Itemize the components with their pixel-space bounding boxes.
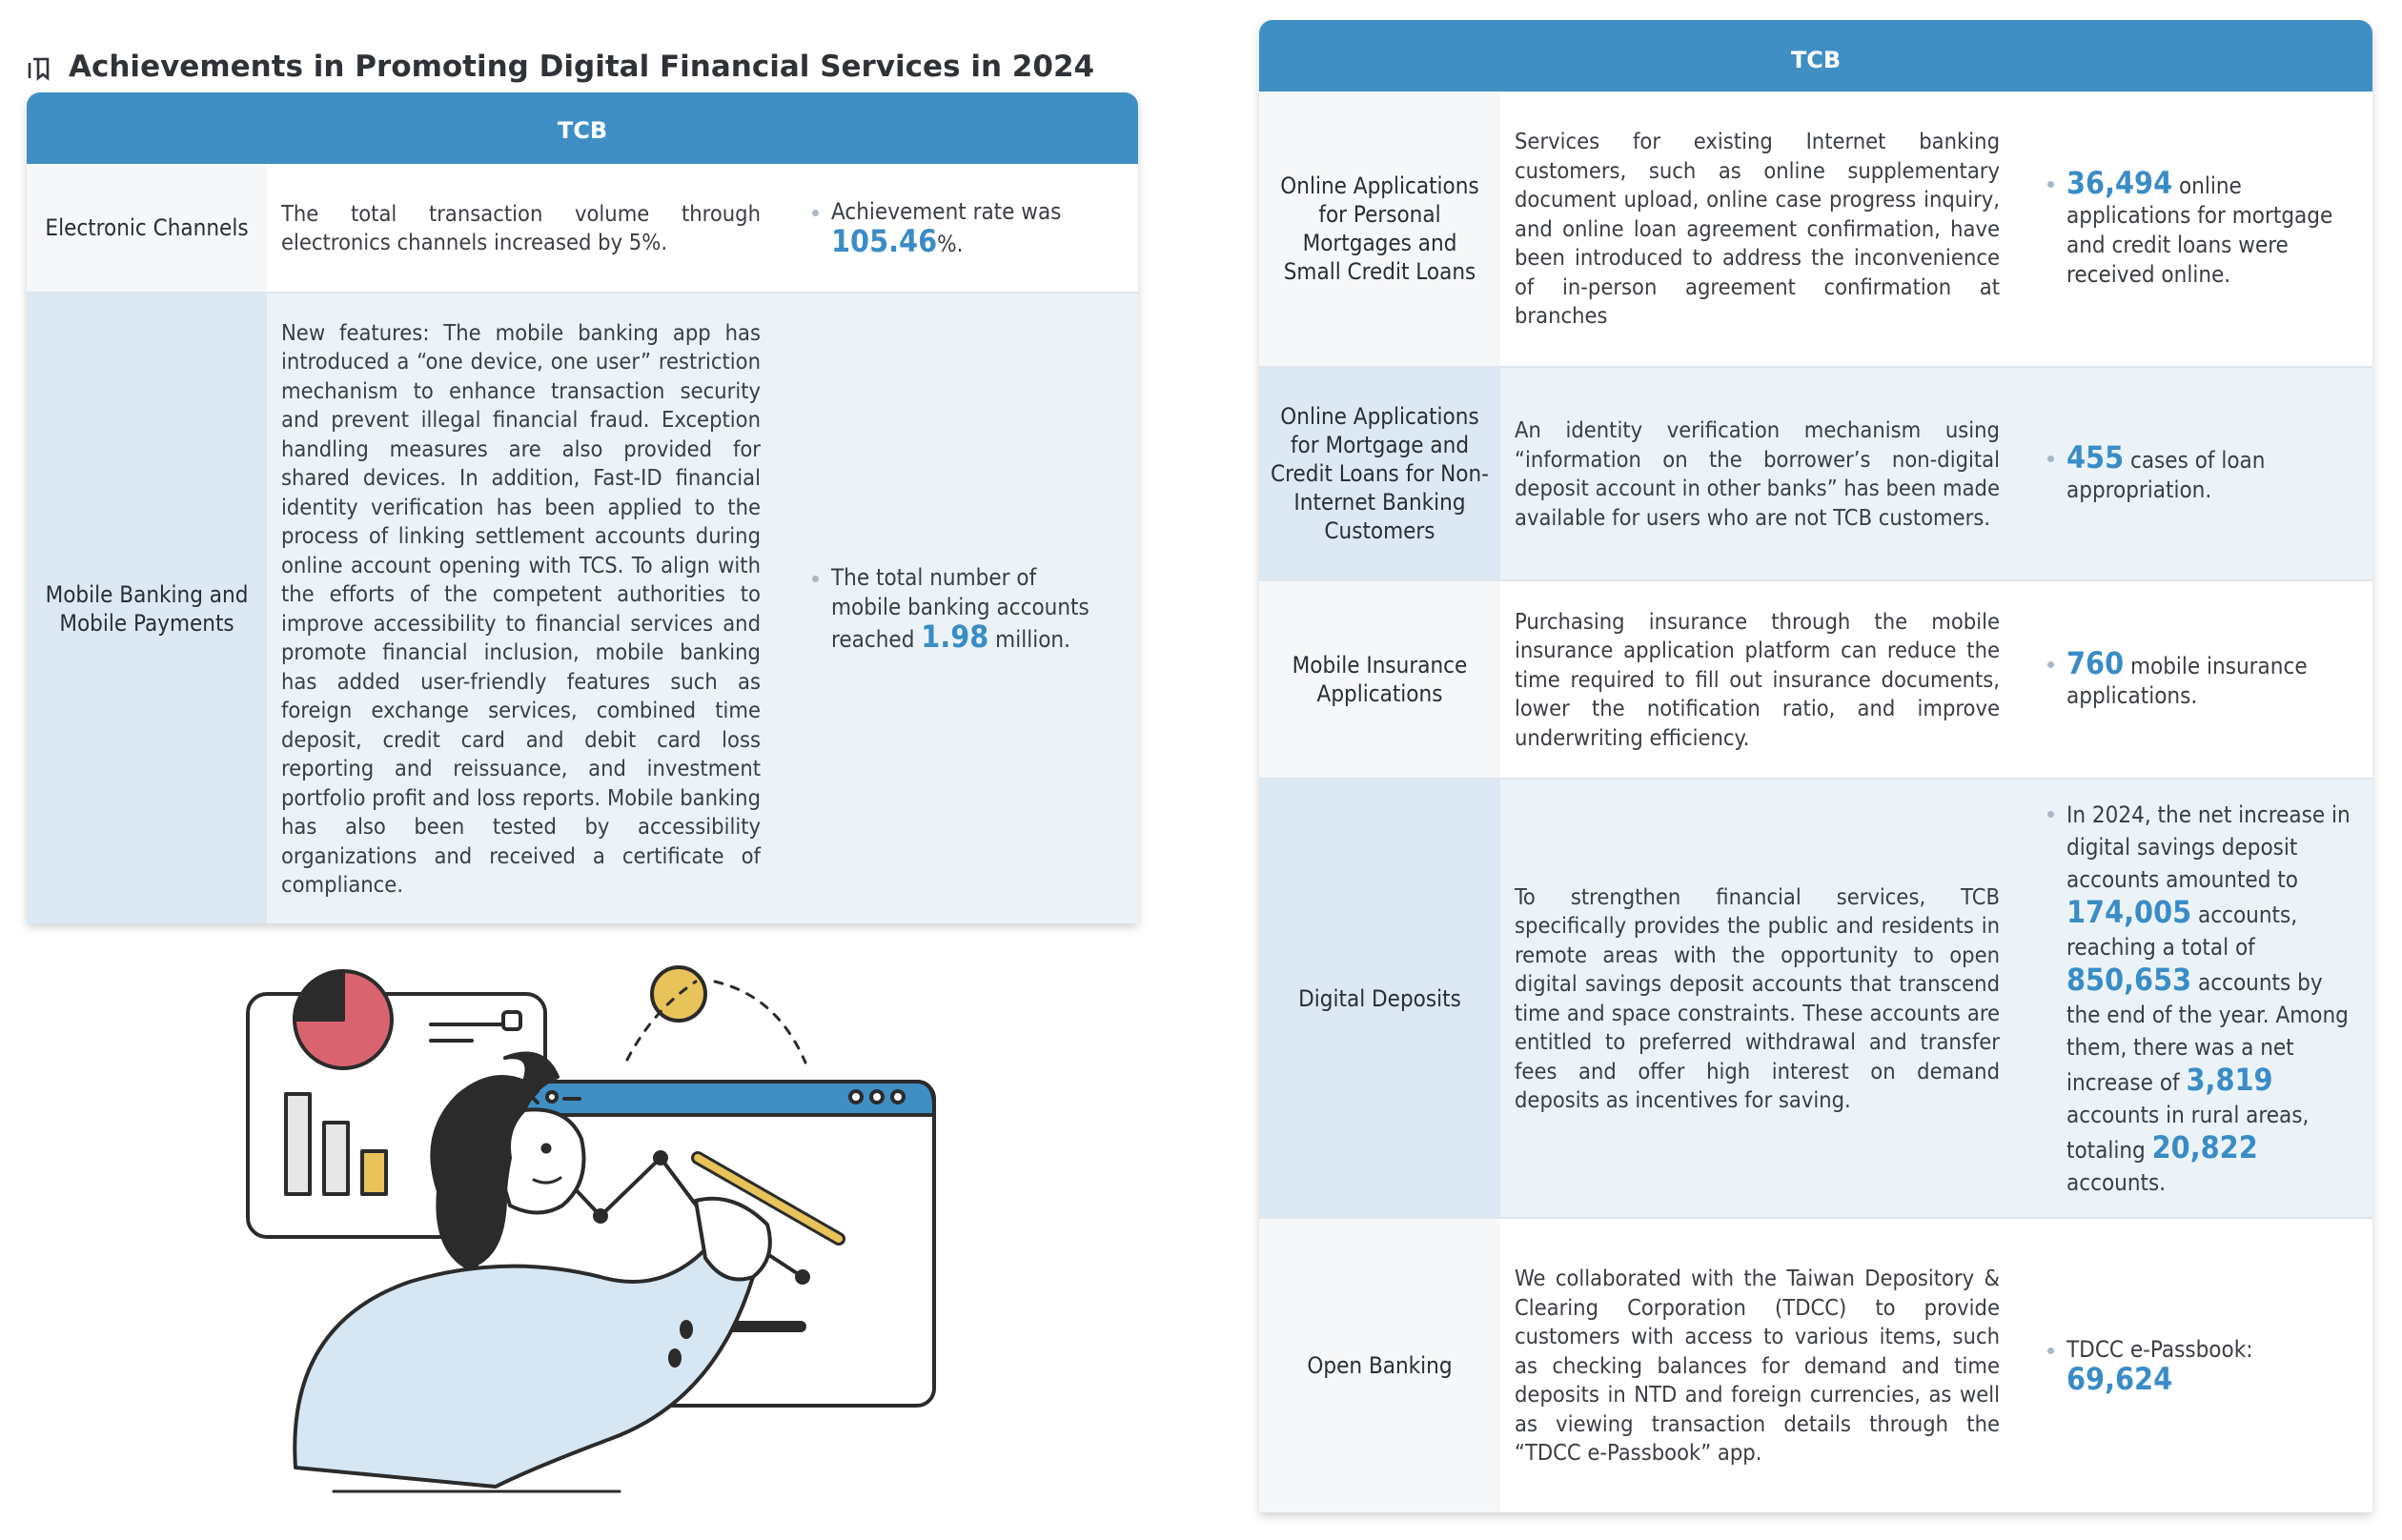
row-description-cell [1500, 1219, 2026, 1512]
row-label-cell [1259, 368, 1500, 579]
ach-text-5: accounts. [2066, 1168, 2167, 1196]
ach-suffix: online applications for mortgage and credit loans were received online. [2066, 172, 2333, 288]
row-achievement [810, 563, 1100, 655]
ach-value: 105.46 [831, 222, 938, 259]
row-description: Purchasing insurance through the mobile insurance application platform can reduce the time required to fill out insurance documents, lower the notification ratio, and improve underwriting efficiency. [1515, 607, 2000, 751]
ach-value-1: 174,005 [2066, 893, 2192, 930]
row-achievement-cell [787, 294, 1138, 923]
ach-prefix: Achievement rate was [831, 197, 1062, 225]
row-achievement-cell [787, 164, 1138, 292]
ach-text-2: accounts, reaching a total of [2066, 901, 2298, 961]
ach-value: 760 [2066, 644, 2125, 681]
row-achievement [2046, 799, 2353, 1199]
row-description-cell [267, 294, 787, 923]
ach-value-2: 850,653 [2066, 961, 2192, 998]
right-header-label: TCB [1790, 47, 1842, 73]
row-achievement-cell [2026, 780, 2372, 1217]
right-achievements-table [1259, 20, 2372, 1512]
ach-value-3: 3,819 [2186, 1061, 2273, 1098]
row-description-cell [1500, 780, 2026, 1217]
ach-value: 36,494 [2066, 164, 2173, 201]
row-achievement-cell [2026, 1219, 2372, 1512]
ach-text-1: In 2024, the net increase in digital savings deposit accounts amounted to [2066, 800, 2351, 893]
row-description-cell [267, 164, 787, 292]
row-description-cell [1500, 581, 2026, 778]
row-description: Services for existing Internet banking customers, such as online supplementary document upload, online case progress inquiry, and online loan agreement confirmation, have been introduced to address the inconvenience of in-person agreement confirmation at branches [1515, 128, 2000, 330]
ach-prefix: TDCC e-Passbook: [2066, 1335, 2253, 1363]
row-description: To strengthen financial services, TCB specifically provides the public and residents in remote areas with the opportunity to open digital savings deposit accounts that transcend time and space constraints. These accounts are entitled to preferred withdrawal and transfer fees and offer high interest on demand deposits as incentives for saving. [1515, 882, 2000, 1113]
left-header-label: TCB [557, 117, 608, 144]
row-label: Open Banking [1307, 1352, 1453, 1379]
table-row [1259, 1217, 2372, 1512]
ach-suffix: mobile insurance applications. [2066, 652, 2308, 709]
ach-value: 455 [2066, 438, 2125, 476]
row-label-cell [1259, 780, 1500, 1217]
ach-value: 1.98 [921, 618, 989, 655]
table-row [27, 164, 1138, 292]
row-label-cell [1259, 1219, 1500, 1512]
row-description: New features: The mobile banking app has introduced a “one device, one user” restriction mechanism to enhance transaction security and prevent illegal financial fraud. Exception handling measures are also provided for shared devices. In addition, Fast-ID financial identity verification has been applied to the process of linking settlement accounts during online account opening with TCS. To align with the efforts of the competent authorities to improve accessibility to financial services and promote financial inclusion, mobile banking has added user-friendly features such as foreign exchange services, combined time deposit, credit card and debit card loss reporting and reissuance, and investment portfolio profit and loss reports. Mobile banking has also been tested by accessibility organizations and received a certificate of compliance. [281, 318, 761, 898]
ach-text-3: accounts by the end of the year. Among them, there was a net increase of [2066, 968, 2349, 1096]
right-table-header [1259, 20, 2372, 91]
table-row [1259, 778, 2372, 1217]
row-achievement-cell [2026, 91, 2372, 366]
row-description: An identity verification mechanism using “information on the borrower’s non-digital deposit account in other banks” has been made available for users who are not TCB customers. [1515, 416, 2000, 531]
ach-suffix: million. [988, 625, 1070, 653]
row-label: Digital Deposits [1298, 984, 1461, 1012]
ach-prefix: The total number of mobile banking accounts reached [831, 563, 1089, 653]
row-achievement [2046, 644, 2353, 711]
row-label: Online Applications for Personal Mortgages and Small Credit Loans [1280, 172, 1479, 285]
ach-suffix: cases of loan appropriation. [2066, 446, 2266, 503]
row-achievement [2046, 1335, 2353, 1397]
row-label: Online Applications for Mortgage and Credit Loans for Non-Internet Banking Customers [1271, 403, 1489, 544]
page-title-wrap [27, 46, 1094, 88]
table-row [27, 292, 1138, 923]
table-row [1259, 366, 2372, 579]
table-row [1259, 91, 2372, 366]
row-label: Electronic Channels [45, 214, 249, 241]
ach-suffix: %. [937, 230, 964, 257]
bookmark-icon [27, 54, 51, 79]
row-label: Mobile Insurance Applications [1292, 652, 1468, 707]
ach-value-4: 20,822 [2151, 1128, 2258, 1165]
row-label-cell [1259, 91, 1500, 366]
row-description: The total transaction volume through electronics channels increased by 5%. [281, 199, 761, 255]
row-description: We collaborated with the Taiwan Depository & Clearing Corporation (TDCC) to provide customers with access to various items, such as checking balances for demand and time deposits in NTD and foreign currencies, as well as viewing transaction details through the “TDCC e-Passbook” app. [1515, 1265, 2000, 1467]
table-row [1259, 579, 2372, 778]
left-table-header [27, 92, 1138, 164]
left-achievements-table [27, 92, 1138, 923]
row-description-cell [1500, 368, 2026, 579]
row-achievement [2046, 438, 2353, 505]
row-label-cell [1259, 581, 1500, 778]
row-label: Mobile Banking and Mobile Payments [45, 580, 249, 637]
row-achievement-cell [2026, 368, 2372, 579]
row-description-cell [1500, 91, 2026, 366]
row-label-cell [27, 164, 267, 292]
ach-text-4: accounts in rural areas, totaling [2066, 1101, 2310, 1164]
row-achievement-cell [2026, 581, 2372, 778]
row-label-cell [27, 294, 267, 923]
ach-value: 69,624 [2066, 1360, 2173, 1397]
person-analyzing-charts-illustration [219, 953, 982, 1525]
row-achievement [2046, 164, 2353, 290]
row-achievement [810, 197, 1061, 259]
page-title: Achievements in Promoting Digital Financial Services in 2024 [69, 50, 1095, 84]
